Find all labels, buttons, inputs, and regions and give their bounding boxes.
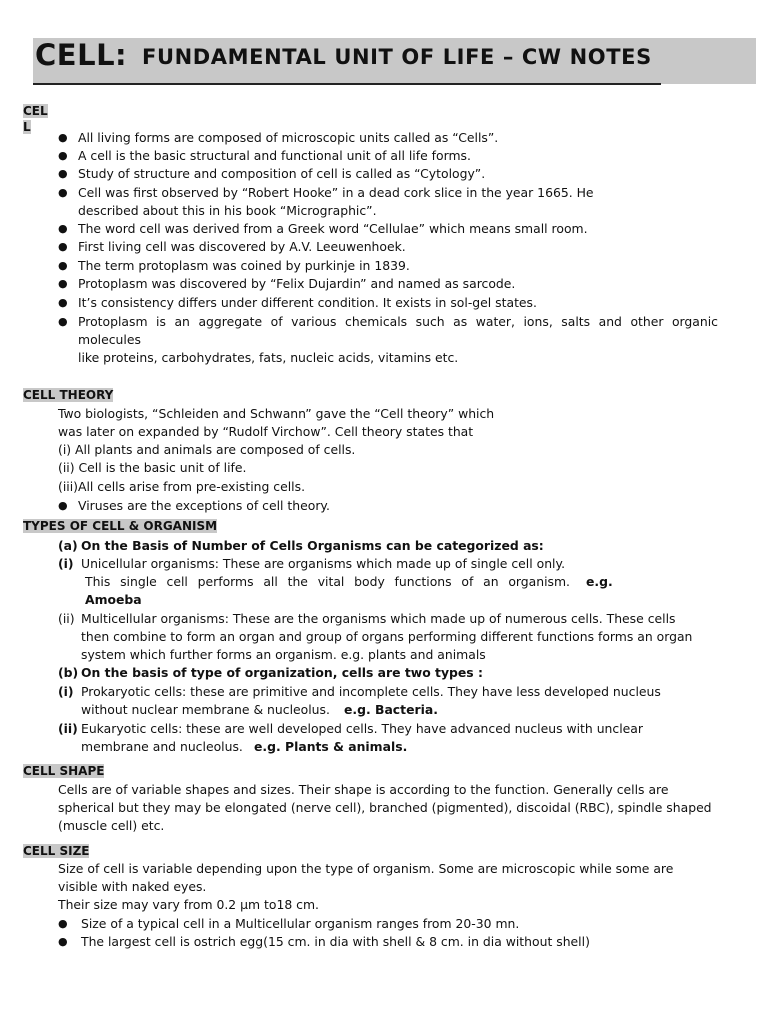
types-multicellular-detail: then combine to form an organ and group of organs performing different functions forms an organ bbox=[81, 629, 693, 644]
size-line: Their size may vary from 0.2 µm to18 cm. bbox=[58, 897, 319, 912]
size-line: Size of cell is variable depending upon the type of organism. Some are microscopic while some are bbox=[58, 861, 674, 876]
shape-line: spherical but they may be elongated (nerve cell), branched (pigmented), discoidal (RBC), spindle shaped bbox=[58, 800, 712, 815]
bullet-icon: ● bbox=[58, 935, 68, 948]
page-title-rest: FUNDAMENTAL UNIT OF LIFE – CW NOTES bbox=[142, 45, 652, 69]
size-bullet: The largest cell is ostrich egg(15 cm. in dia with shell & 8 cm. in dia without shell) bbox=[81, 934, 590, 949]
section-heading-cell-part2: L bbox=[23, 120, 31, 134]
cell-bullet: A cell is the basic structural and functional unit of all life forms. bbox=[78, 148, 471, 163]
cell-bullet-continuation: like proteins, carbohydrates, fats, nucleic acids, vitamins etc. bbox=[78, 350, 459, 365]
page-title-cell: CELL: bbox=[35, 38, 128, 72]
shape-line: Cells are of variable shapes and sizes. Their shape is according to the function. Generally cells are bbox=[58, 782, 669, 797]
cell-bullet: It’s consistency differs under different condition. It exists in sol-gel states. bbox=[78, 295, 537, 310]
section-heading-cell-part1: CEL bbox=[23, 104, 48, 118]
bullet-icon: ● bbox=[58, 296, 68, 309]
bullet-icon: ● bbox=[58, 131, 68, 144]
cell-bullet: The word cell was derived from a Greek word “Cellulae” which means small room. bbox=[78, 221, 588, 236]
types-eukaryotic-detail: membrane and nucleolus. bbox=[81, 739, 243, 754]
types-multicellular: Multicellular organisms: These are the organisms which made up of numerous cells. These cells bbox=[81, 611, 676, 626]
bullet-icon: ● bbox=[58, 167, 68, 180]
bullet-icon: ● bbox=[58, 149, 68, 162]
size-line: visible with naked eyes. bbox=[58, 879, 207, 894]
types-unicellular-detail: This single cell performs all the vital body functions of an organism. bbox=[85, 574, 570, 589]
theory-line: Two biologists, “Schleiden and Schwann” gave the “Cell theory” which bbox=[58, 406, 495, 421]
types-a-heading: On the Basis of Number of Cells Organisms can be categorized as: bbox=[81, 538, 544, 553]
theory-line: was later on expanded by “Rudolf Virchow”. Cell theory states that bbox=[58, 424, 474, 439]
bullet-icon: ● bbox=[58, 917, 68, 930]
types-i-label: (i) bbox=[58, 556, 74, 571]
types-eukaryotic-label: (ii) bbox=[58, 721, 78, 736]
types-prokaryotic-eg: e.g. Bacteria. bbox=[344, 702, 438, 717]
cell-bullet-continuation: described about this in his book “Micrographic”. bbox=[78, 203, 377, 218]
types-multicellular-detail: system which further forms an organism. e.g. plants and animals bbox=[81, 647, 486, 662]
types-prokaryotic: Prokaryotic cells: these are primitive and incomplete cells. They have less developed nucleus bbox=[81, 684, 661, 699]
cell-bullet-continuation: molecules bbox=[78, 332, 141, 347]
cell-bullet: The term protoplasm was coined by purkinje in 1839. bbox=[78, 258, 410, 273]
cell-bullet: Study of structure and composition of cell is called as “Cytology”. bbox=[78, 166, 486, 181]
section-heading-cell-theory: CELL THEORY bbox=[23, 388, 114, 402]
title-underline bbox=[33, 83, 661, 85]
bullet-icon: ● bbox=[58, 222, 68, 235]
theory-bullet: Viruses are the exceptions of cell theory. bbox=[78, 498, 330, 513]
types-prokaryotic-label: (i) bbox=[58, 684, 74, 699]
theory-point: (iii)All cells arise from pre-existing cells. bbox=[58, 479, 306, 494]
types-unicellular-eg: e.g. bbox=[586, 574, 613, 589]
types-a-label: (a) bbox=[58, 538, 78, 553]
types-unicellular-example: Amoeba bbox=[85, 592, 142, 607]
size-bullet: Size of a typical cell in a Multicellular organism ranges from 20-30 mn. bbox=[81, 916, 520, 931]
cell-bullet: Cell was first observed by “Robert Hooke” in a dead cork slice in the year 1665. He bbox=[78, 185, 594, 200]
cell-bullet: Protoplasm was discovered by “Felix Dujardin” and named as sarcode. bbox=[78, 276, 516, 291]
cell-bullet: All living forms are composed of microscopic units called as “Cells”. bbox=[78, 130, 499, 145]
types-eukaryotic-eg: e.g. Plants & animals. bbox=[254, 739, 408, 754]
bullet-icon: ● bbox=[58, 315, 68, 328]
section-heading-types: TYPES OF CELL & ORGANISM bbox=[23, 519, 218, 533]
shape-line: (muscle cell) etc. bbox=[58, 818, 165, 833]
bullet-icon: ● bbox=[58, 240, 68, 253]
bullet-icon: ● bbox=[58, 277, 68, 290]
bullet-icon: ● bbox=[58, 259, 68, 272]
cell-bullet: First living cell was discovered by A.V. Leeuwenhoek. bbox=[78, 239, 406, 254]
bullet-icon: ● bbox=[58, 186, 68, 199]
theory-point: (ii) Cell is the basic unit of life. bbox=[58, 460, 247, 475]
types-b-label: (b) bbox=[58, 665, 79, 680]
section-heading-cell-size: CELL SIZE bbox=[23, 844, 90, 858]
types-ii-label: (ii) bbox=[58, 611, 75, 626]
theory-point: (i) All plants and animals are composed of cells. bbox=[58, 442, 356, 457]
types-eukaryotic: Eukaryotic cells: these are well developed cells. They have advanced nucleus with unclear bbox=[81, 721, 643, 736]
cell-bullet-justified: Protoplasm is an aggregate of various chemicals such as water, ions, salts and other organic bbox=[78, 314, 718, 329]
types-prokaryotic-detail: without nuclear membrane & nucleolus. bbox=[81, 702, 330, 717]
bullet-icon: ● bbox=[58, 499, 68, 512]
types-b-heading: On the basis of type of organization, cells are two types : bbox=[81, 665, 483, 680]
types-unicellular: Unicellular organisms: These are organisms which made up of single cell only. bbox=[81, 556, 566, 571]
section-heading-cell-shape: CELL SHAPE bbox=[23, 764, 105, 778]
